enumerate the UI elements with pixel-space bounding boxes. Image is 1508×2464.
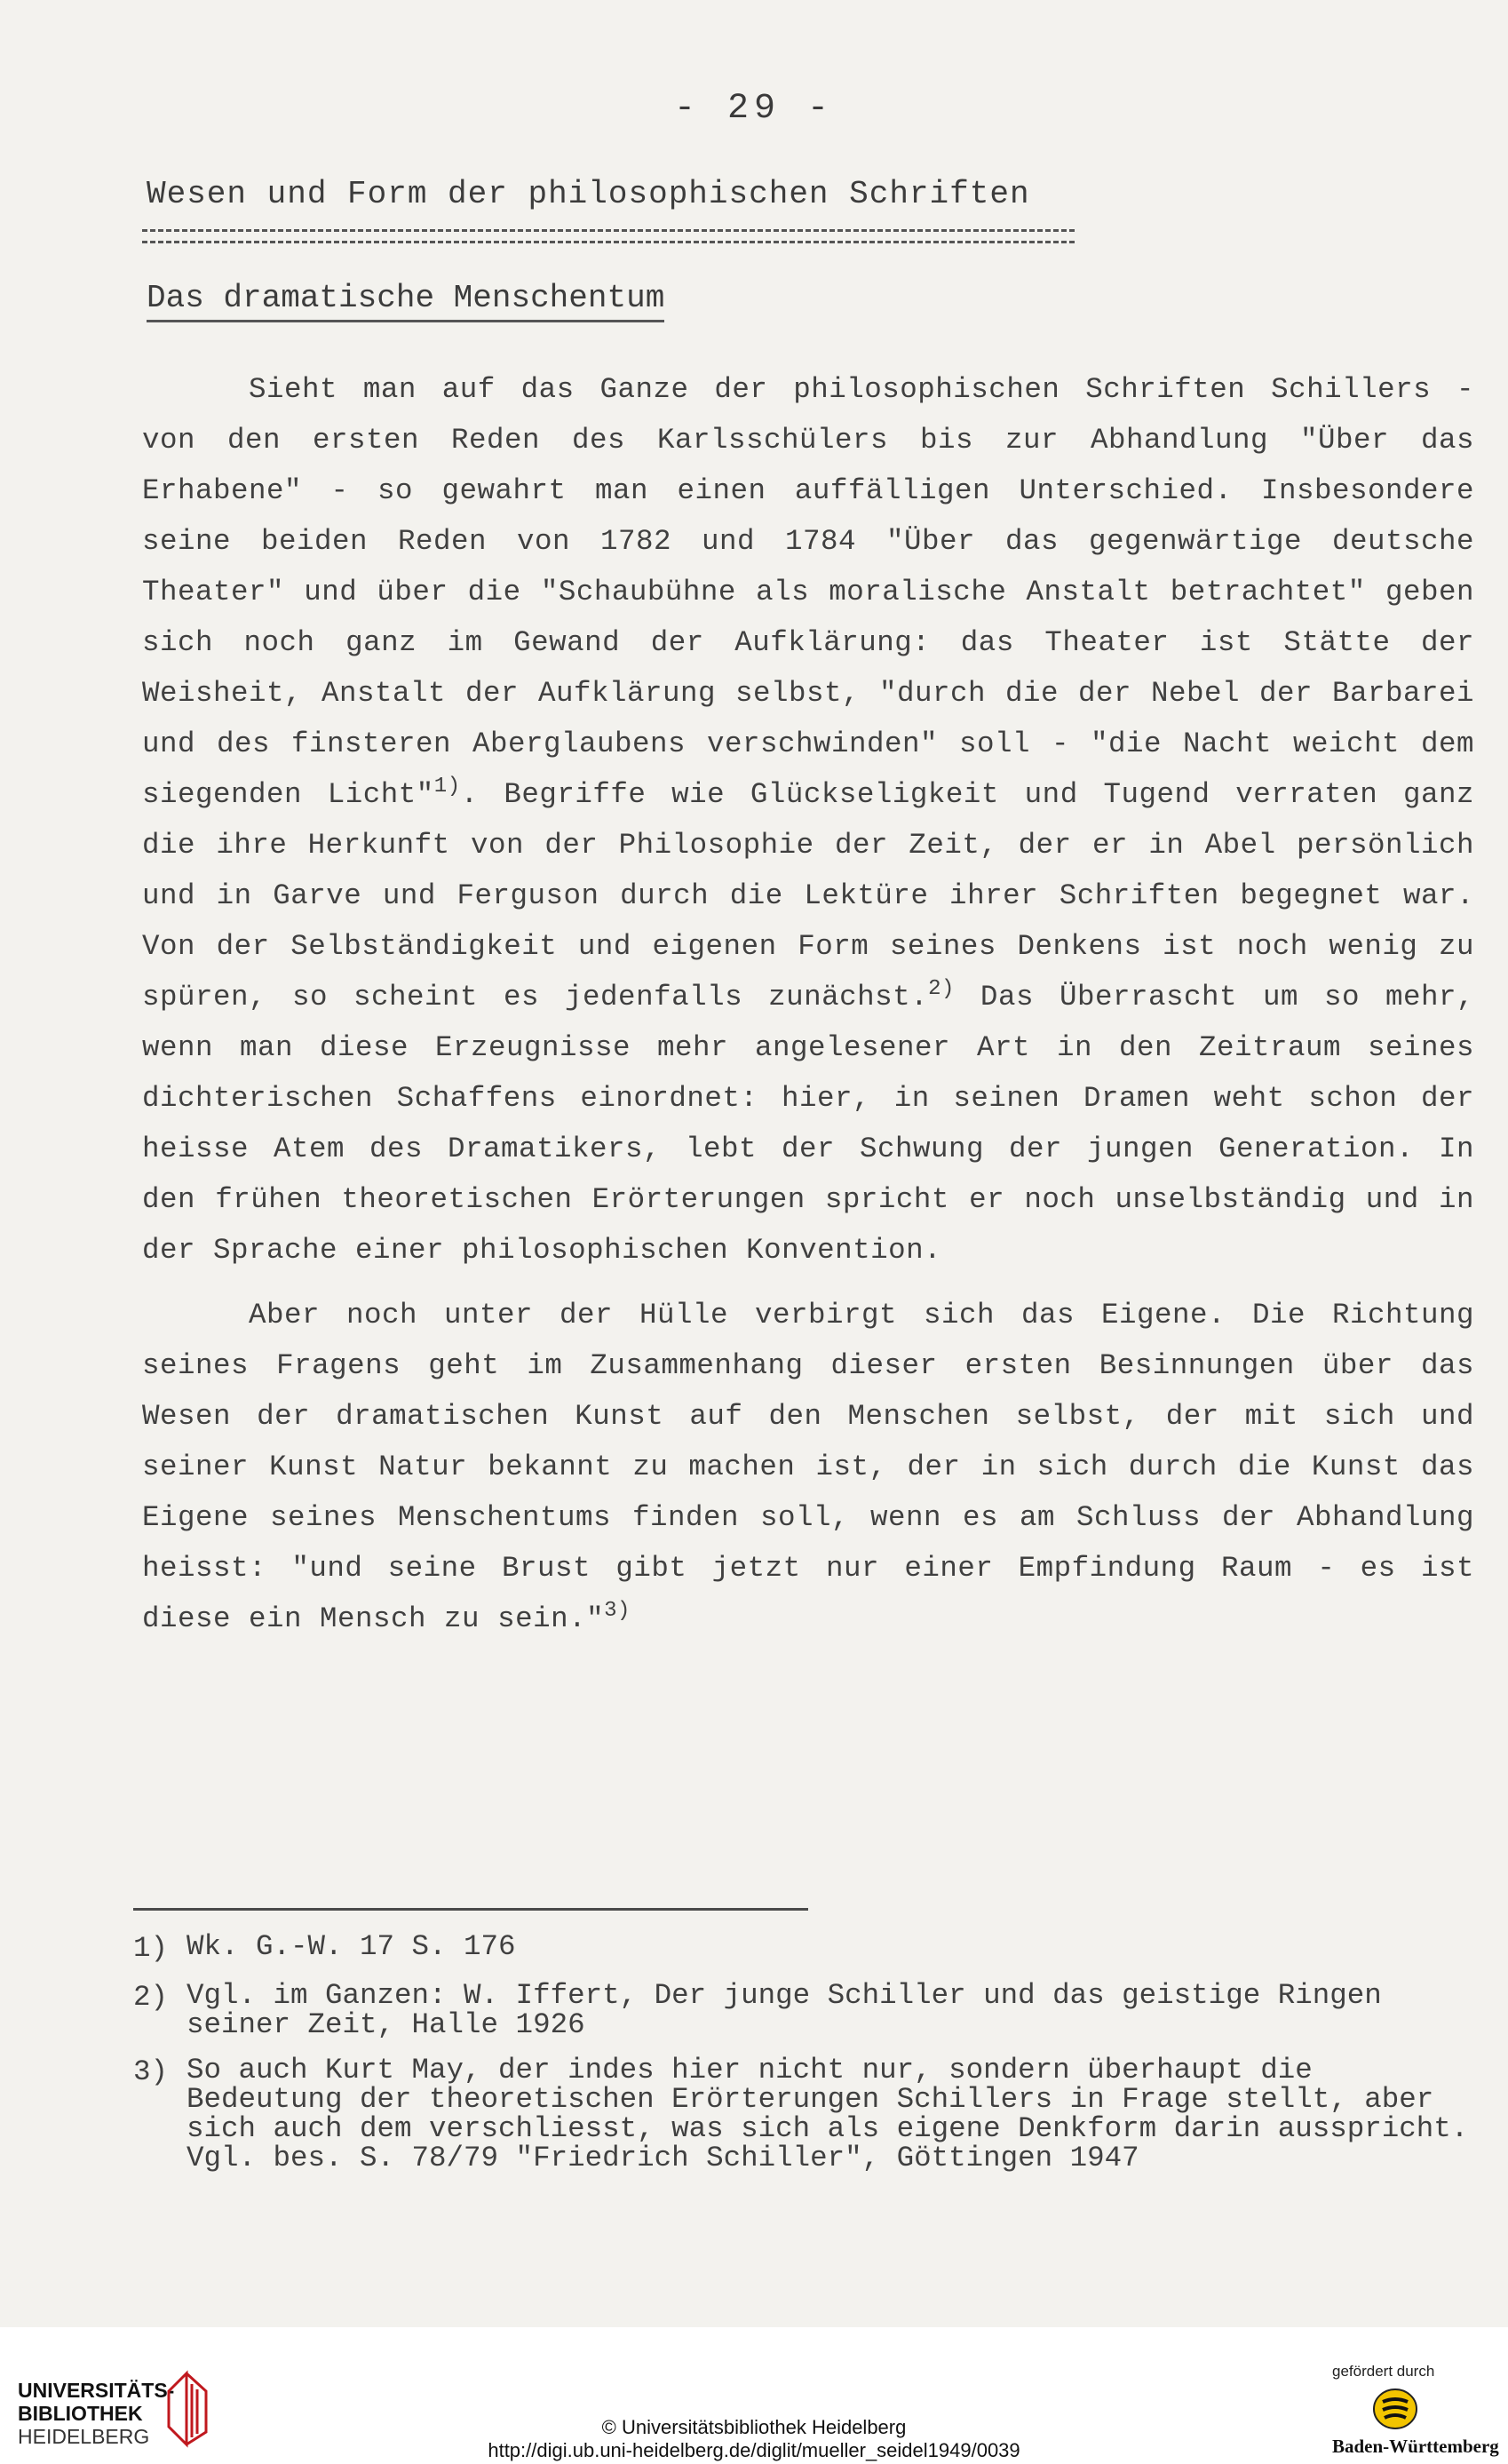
footnote-separator [133,1908,808,1911]
body-text [142,364,1474,1644]
paragraph-1-part-2: . Begriffe wie Glückseligkeit und Tugend verraten ganz die ihre Herkunft von der Philosophie der Zeit, der er in Abel persönlich und in Garve und Ferguson durch die Lektüre ihrer Schriften begegnet war. Von der Selbständigkeit und eigenen Form seines Denkens ist noch wenig zu spüren, so scheint es jedenfalls zunächst. [142,778,1474,1013]
copyright-notice: © Universitätsbibliothek Heidelberg [601,2416,907,2438]
footnote [133,2055,1483,2173]
footnote-text: So auch Kurt May, der indes hier nicht nur, sondern überhaupt die Bedeutung der theoretischen Erörterungen Schillers in Frage stellt, aber sich auch dem verschliesst, was sich als eigene Denkform darin ausspricht. Vgl. bes. S. 78/79 "Friedrich Schiller", Göttingen 1947 [187,2054,1469,2174]
footnote-text: Wk. G.-W. 17 S. 176 [187,1930,516,1963]
paragraph-1-part-1: Sieht man auf das Ganze der philosophischen Schriften Schillers - von den ersten Reden des Karlsschülers bis zur Abhandlung "Über das Erhabene" - so gewahrt man einen auffälligen Unterschied. Insbesondere seine beiden Reden von 1782 und 1784 "Über das gegenwärtige deutsche Theater" und über die "Schaubühne als moralische Anstalt betrachtet" geben sich noch ganz im Gewand der Aufklärung: das Theater ist Stätte der Weisheit, Anstalt der Aufklärung selbst, "durch die der Nebel der Barbarei und des finsteren Aberglaubens verschwinden" soll - "die Nacht weicht dem siegenden Licht" [142,373,1474,811]
sponsor-name: Baden-Württemberg [1332,2436,1499,2457]
paragraph-2-part-1: Aber noch unter der Hülle verbirgt sich das Eigene. Die Richtung seines Fragens geht im Zusammenhang dieser ersten Besinnungen über das Wesen der dramatischen Kunst auf den Menschen selbst, der mit sich und seiner Kunst Natur bekannt zu machen ist, der in sich durch die Kunst das Eigene seines Menschentums finden soll, wenn es am Schluss der Abhandlung heisst: "und seine Brust gibt jetzt nur einer Empfindung Raum - es ist diese ein Mensch zu sein." [142,1299,1474,1635]
chapter-subtitle: Das dramatische Menschentum [147,280,664,322]
paragraph-1 [142,364,1474,1276]
digitization-footer [0,2327,1508,2464]
paragraph-1-part-3: Das Überrascht um so mehr, wenn man diese Erzeugnisse mehr angelesener Art in den Zeitraum seines dichterischen Schaffens einordnet: hier, in seinen Dramen weht schon der heisse Atem des Dramatikers, lebt der Schwung der jungen Generation. In den frühen theoretischen Erörterungen spricht er noch unselbständig und in der Sprache einer philosophischen Konvention. [142,981,1474,1267]
sponsor-label: gefördert durch [1332,2363,1435,2380]
footnote-ref-1: 1) [433,775,461,799]
footnote-number: 2) [133,1981,169,2014]
footnotes [133,1932,1483,2189]
footnote-ref-2: 2) [928,977,955,1001]
footnote [133,1932,1483,1965]
title-double-underline [142,229,1075,243]
footnote-text: Vgl. im Ganzen: W. Iffert, Der junge Schiller und das geistige Ringen seiner Zeit, Halle 1926 [187,1979,1382,2041]
library-name-line-2: BIBLIOTHEK [18,2402,143,2425]
footnote [133,1981,1483,2039]
footnote-number: 3) [133,2055,169,2088]
library-name-line-3: HEIDELBERG [18,2425,150,2448]
paragraph-2 [142,1290,1474,1644]
baden-wuerttemberg-crest-icon [1372,2386,1418,2432]
page-number: - 29 - [673,89,835,129]
library-name-line-1: UNIVERSITÄTS- [18,2379,175,2402]
footnote-ref-3: 3) [604,1599,631,1623]
permalink-url[interactable]: http://digi.ub.uni-heidelberg.de/diglit/mueller_seidel1949/0039 [488,2439,1020,2461]
footnote-number: 1) [133,1932,169,1965]
section-title: Wesen und Form der philosophischen Schriften [147,176,1030,212]
